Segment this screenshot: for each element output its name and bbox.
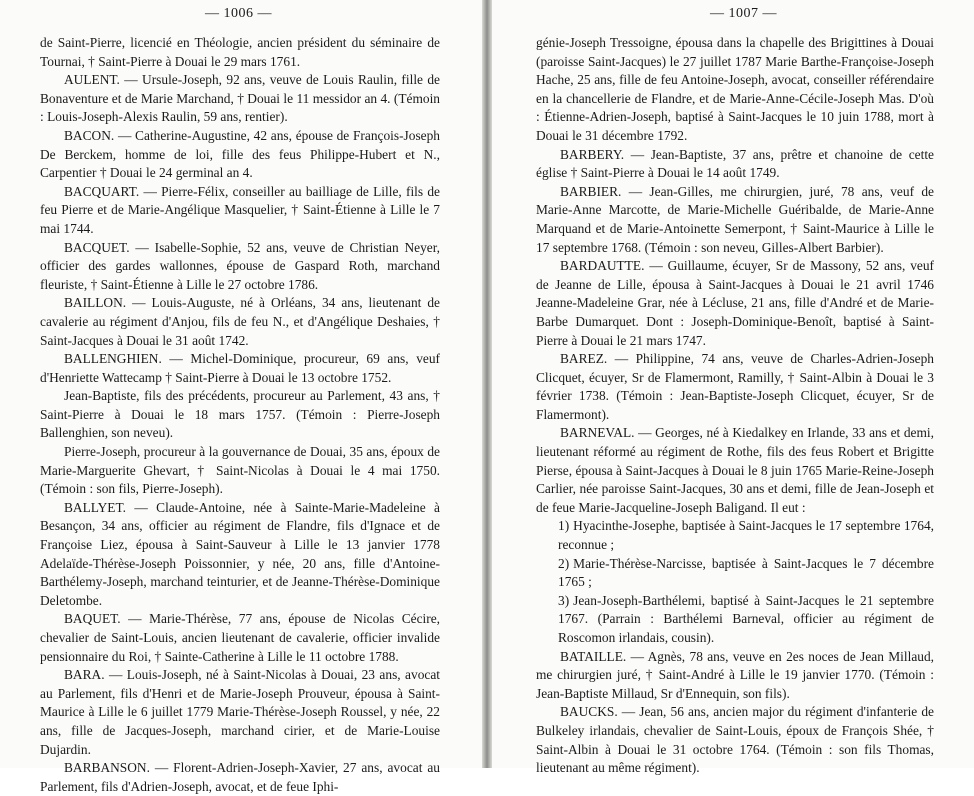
right-page-text bbox=[536, 34, 934, 778]
entry-barneval: BARNEVAL. — Georges, né à Kiedalkey en Irlande, 33 ans et demi, lieutenant réformé au régiment de Rothe, fils des feus Robert et Brigitte Pierse, épousa à Saint-Jacques à Douai le 8 juin 1765 Marie-Reine-Joseph Carlier, née paroisse Saint-Jacques, 30 ans et demi, fille de Jean-Joseph et de feue Marie-Jacqueline-Joseph Baligand. Il eut : bbox=[536, 425, 934, 515]
entry-baillon: BAILLON. — Louis-Auguste, né à Orléans, 34 ans, lieutenant de cavalerie au régiment d'Anjou, fils de feu N., et d'Angélique Deshaies, † Saint-Jacques à Douai le 31 août 1742. bbox=[40, 295, 440, 348]
entry-continuation: de Saint-Pierre, licencié en Théologie, ancien président du séminaire de Tournai, † Saint-Pierre à Douai le 29 mars 1761. bbox=[40, 35, 440, 69]
child-text: Jean-Joseph-Barthélemi, baptisé à Saint-Jacques le 21 septembre 1767. (Parrain : Barthélemi Barneval, officier au régiment de Roscomon irlandais, cousin). bbox=[558, 592, 934, 645]
child-item bbox=[536, 555, 934, 592]
entry-pierre-joseph: Pierre-Joseph, procureur à la gouvernance de Douai, 35 ans, époux de Marie-Marguerite Ghevart, † Saint-Nicolas à Douai le 4 mai 1750. (Témoin : son fils, Pierre-Joseph). bbox=[40, 444, 440, 497]
child-text: Marie-Thérèse-Narcisse, baptisée à Saint-Jacques le 7 décembre 1765 ; bbox=[558, 555, 934, 590]
entry-baquet: BAQUET. — Marie-Thérèse, 77 ans, épouse de Nicolas Cécire, chevalier de Saint-Louis, ancien lieutenant de cavalerie, officier invalide pensionnaire du Roi, † Sainte-Catherine à Lille le 11 octobre 1788. bbox=[40, 611, 440, 664]
entry-bacon: BACON. — Catherine-Augustine, 42 ans, épouse de François-Joseph De Berckem, homme de loi, fille des feus Philippe-Hubert et N., Carpentier † Douai le 24 germinal an 4. bbox=[40, 127, 440, 181]
entry-jean-baptiste: Jean-Baptiste, fils des précédents, procureur au Parlement, 43 ans, † Saint-Pierre à Douai le 18 mars 1757. (Témoin : Pierre-Joseph Ballenghien, son neveu). bbox=[40, 388, 440, 441]
entry-bacquart: BACQUART. — Pierre-Félix, conseiller au bailliage de Lille, fils de feu Pierre et de Marie-Angélique Masquelier, † Saint-Étienne à Lille le 7 mai 1744. bbox=[40, 183, 440, 236]
child-label: 1) bbox=[558, 518, 570, 534]
child-label: 2) bbox=[558, 555, 570, 571]
child-item bbox=[536, 592, 934, 648]
book-gutter bbox=[482, 0, 492, 768]
entry-barez: BAREZ. — Philippine, 74 ans, veuve de Charles-Adrien-Joseph Clicquet, écuyer, Sr de Flamermont, Ramilly, † Saint-Albin à Douai le 3 février 1738. (Témoin : Jean-Baptiste-Joseph Clicquet, écuyer, Sr de Flamermont). bbox=[536, 351, 934, 422]
left-page bbox=[0, 0, 482, 794]
entry-baucks: BAUCKS. — Jean, 56 ans, ancien major du régiment d'infanterie de Bulkeley irlandais, chevalier de Saint-Louis, époux de François Shée, † Saint-Albin à Douai le 31 octobre 1764. (Témoin : son fils Thomas, lieutenant au même régiment). bbox=[536, 704, 934, 776]
entry-bataille: BATAILLE. — Agnès, 78 ans, veuve en 2es noces de Jean Millaud, me chirurgien juré, † Saint-André à Lille le 19 janvier 1770. (Témoin : Jean-Baptiste Millaud, Sr d'Ennequin, son fils). bbox=[536, 648, 934, 701]
page-number-left: — 1006 — bbox=[205, 6, 272, 21]
entry-barbanson-continued: génie-Joseph Tressoigne, épousa dans la chapelle des Brigittines à Douai (paroisse Saint-Jacques) le 27 juillet 1787 Marie Barthe-Françoise-Joseph Hache, 25 ans, fille de feu Antoine-Joseph, avocat, conseiller référendaire en la chancellerie de Flandre, et de Marie-Anne-Cécile-Joseph Mas. D'où : Étienne-Adrien-Joseph, baptisé à Saint-Jacques le 10 juin 1788, mort à Douai le 31 décembre 1792. bbox=[536, 35, 934, 143]
entry-barbery: BARBERY. — Jean-Baptiste, 37 ans, prêtre et chanoine de cette église † Saint-Pierre à Douai le 14 août 1749. bbox=[536, 146, 934, 181]
entry-aulent: AULENT. — Ursule-Joseph, 92 ans, veuve de Louis Raulin, fille de Bonaventure et de Marie Marchand, † Douai le 11 messidor an 4. (Témoin : Louis-Joseph-Alexis Raulin, 59 ans, rentier). bbox=[40, 72, 440, 125]
entry-barbier: BARBIER. — Jean-Gilles, me chirurgien, juré, 78 ans, veuf de Marie-Anne Marcotte, de Marie-Michelle Guéribalde, de Marie-Anne Marquand et de Marie-Antoinette Semerpont, † Saint-Maurice à Lille le 17 septembre 1768. (Témoin : son neveu, Gilles-Albert Barbier). bbox=[536, 183, 934, 255]
entry-ballenghien: BALLENGHIEN. — Michel-Dominique, procureur, 69 ans, veuf d'Henriette Wattecamp † Saint-Pierre à Douai le 13 octobre 1752. bbox=[40, 351, 440, 385]
entry-bardautte: BARDAUTTE. — Guillaume, écuyer, Sr de Massony, 52 ans, veuf de Jeanne de Lille, épousa à Saint-Jacques à Douai le 21 avril 1746 Jeanne-Madeleine Grar, née à Lécluse, 21 ans, fille d'André et de Marie-Barbe Dumarquet. Dont : Joseph-Dominique-Benoît, baptisé à Saint-Pierre à Douai le 21 mars 1747. bbox=[536, 258, 934, 348]
right-page bbox=[492, 0, 974, 776]
child-label: 3) bbox=[558, 592, 570, 608]
entry-bara: BARA. — Louis-Joseph, né à Saint-Nicolas à Douai, 23 ans, avocat au Parlement, fils d'Henri et de Marie-Joseph Prouveur, épousa à Saint-Maurice à Lille le 6 juillet 1779 Marie-Thérèse-Joseph Roussel, y née, 22 ans, fille de Jacques-Joseph, marchand cirier, et de Marie-Louise Dujardin. bbox=[40, 667, 440, 757]
child-item bbox=[536, 517, 934, 554]
entry-bacquet: BACQUET. — Isabelle-Sophie, 52 ans, veuve de Christian Neyer, officier des gardes wallonnes, épouse de Gaspard Roth, marchand fleuriste, † Saint-Étienne à Lille le 27 octobre 1786. bbox=[40, 239, 440, 292]
left-page-text bbox=[40, 34, 440, 796]
page-number-right: — 1007 — bbox=[710, 6, 777, 21]
entry-barbanson: BARBANSON. — Florent-Adrien-Joseph-Xavier, 27 ans, avocat au Parlement, fils d'Adrien-Joseph, avocat, et de feue Iphi- bbox=[40, 760, 440, 794]
child-text: Hyacinthe-Josephe, baptisée à Saint-Jacques le 17 septembre 1764, reconnue ; bbox=[558, 518, 934, 553]
entry-ballyet: BALLYET. — Claude-Antoine, née à Sainte-Marie-Madeleine à Besançon, 34 ans, officier au régiment de Flandre, fils d'Ignace et de Françoise Liez, épousa à Saint-Sauveur à Lille le 13 janvier 1778 Adelaïde-Thérèse-Joseph Poissonnier, y née, 20 ans, fille d'Antoine-Barthélemy-Joseph, marchand teinturier, et de Jeanne-Thérèse-Dominique Deletombe. bbox=[40, 499, 440, 608]
